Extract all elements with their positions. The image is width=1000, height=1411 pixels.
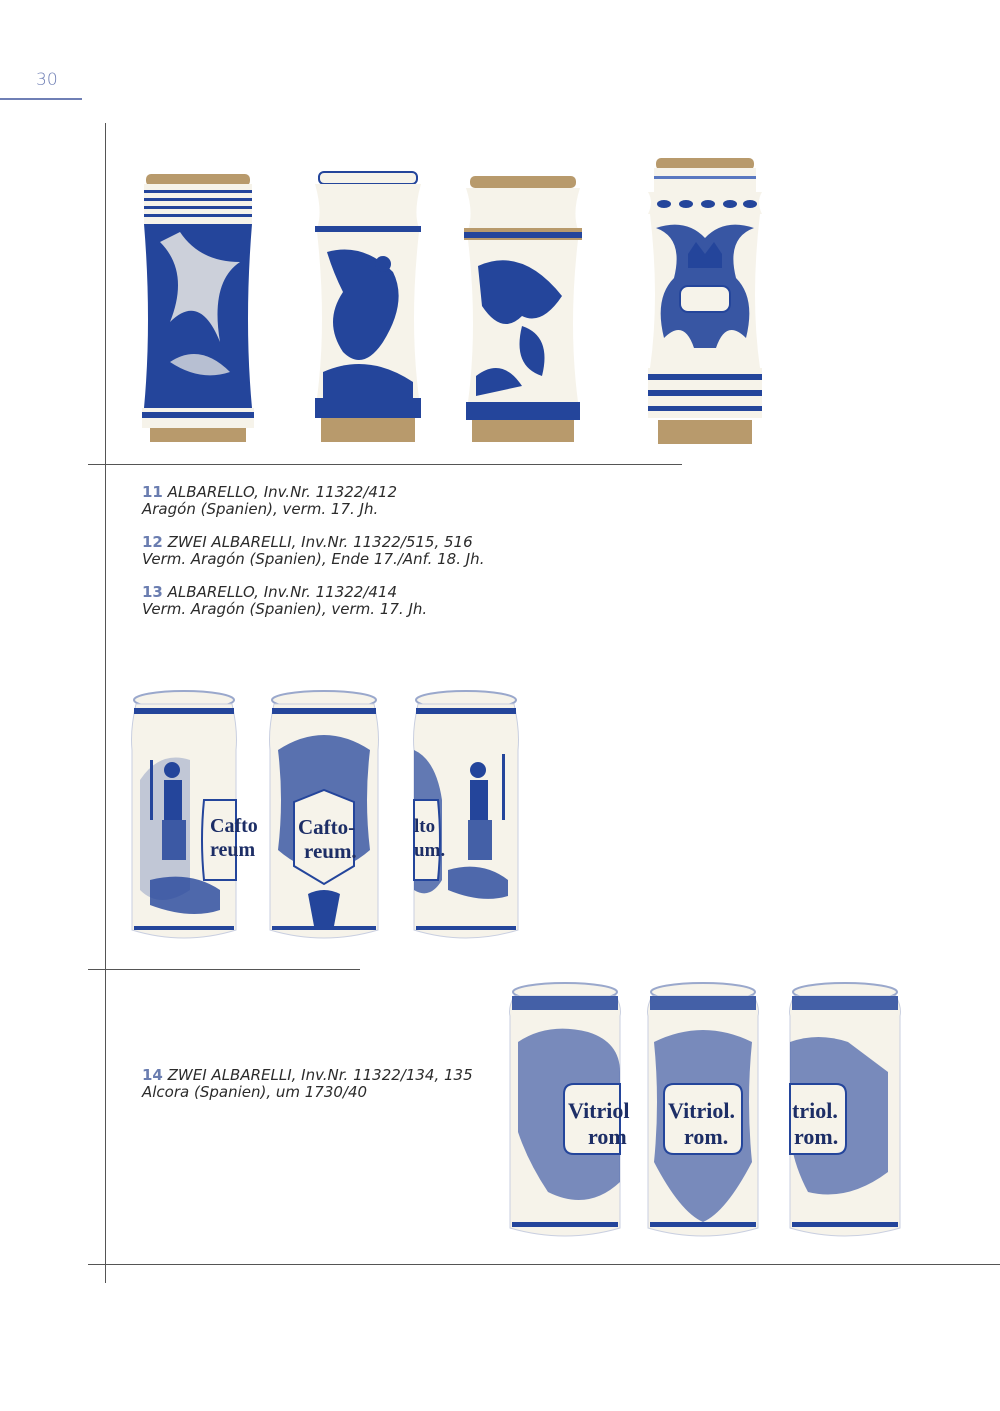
- castoreum-jar-middle: [268, 690, 380, 948]
- castoreum-jar-left: [130, 690, 258, 948]
- section-divider-2: [88, 969, 360, 970]
- caption-number: 11: [142, 483, 163, 501]
- castoreum-jar-right: [412, 690, 520, 948]
- albarello-jar-11: [140, 172, 256, 444]
- castoreum-label-line1: Cafto-: [298, 815, 356, 839]
- caption-origin: Alcora (Spanien), um 1730/40: [142, 1083, 368, 1101]
- page-number: 30: [36, 70, 58, 90]
- vitriol-label-line1: Vitriol: [568, 1098, 630, 1123]
- section-divider-3: [88, 1264, 1000, 1265]
- vitriol-jar-left: [508, 982, 630, 1246]
- caption-item-14: [142, 1067, 473, 1101]
- vitriol-jar-right: [788, 982, 902, 1246]
- castoreum-label-line1: Cafto: [210, 815, 258, 837]
- vitriol-label-line2: rom.: [684, 1124, 729, 1149]
- castoreum-label-line2: reum.: [304, 839, 357, 863]
- albarello-jar-13: [644, 158, 766, 446]
- caption-origin: Verm. Aragón (Spanien), verm. 17. Jh.: [142, 600, 428, 618]
- caption-number: 13: [142, 583, 163, 601]
- margin-rule: [105, 123, 106, 1283]
- vitriol-label-line2: rom.: [794, 1124, 839, 1149]
- caption-item-11: [142, 484, 397, 518]
- section-divider-1: [88, 464, 682, 465]
- vitriol-label-line1: triol.: [792, 1098, 838, 1123]
- header-rule: [0, 98, 82, 100]
- vitriol-jar-middle: [646, 982, 760, 1246]
- caption-origin: Verm. Aragón (Spanien), Ende 17./Anf. 18. Jh.: [142, 550, 485, 568]
- caption-title: ALBARELLO, Inv.Nr. 11322/412: [167, 483, 398, 501]
- caption-origin: Aragón (Spanien), verm. 17. Jh.: [142, 500, 379, 518]
- castoreum-label-line1: lto: [414, 816, 436, 837]
- caption-title: ALBARELLO, Inv.Nr. 11322/414: [167, 583, 398, 601]
- vitriol-label-line2: rom: [588, 1124, 627, 1149]
- caption-number: 12: [142, 533, 163, 551]
- caption-title: ZWEI ALBARELLI, Inv.Nr. 11322/515, 516: [167, 533, 473, 551]
- vitriol-label-line1: Vitriol.: [668, 1098, 735, 1123]
- castoreum-label-line2: reum: [210, 839, 256, 861]
- caption-item-12: [142, 534, 484, 568]
- albarello-jar-12b: [462, 176, 584, 444]
- albarello-jar-12a: [313, 172, 423, 444]
- caption-number: 14: [142, 1066, 163, 1084]
- caption-title: ZWEI ALBARELLI, Inv.Nr. 11322/134, 135: [167, 1066, 473, 1084]
- castoreum-label-line2: um.: [414, 840, 446, 861]
- caption-item-13: [142, 584, 427, 618]
